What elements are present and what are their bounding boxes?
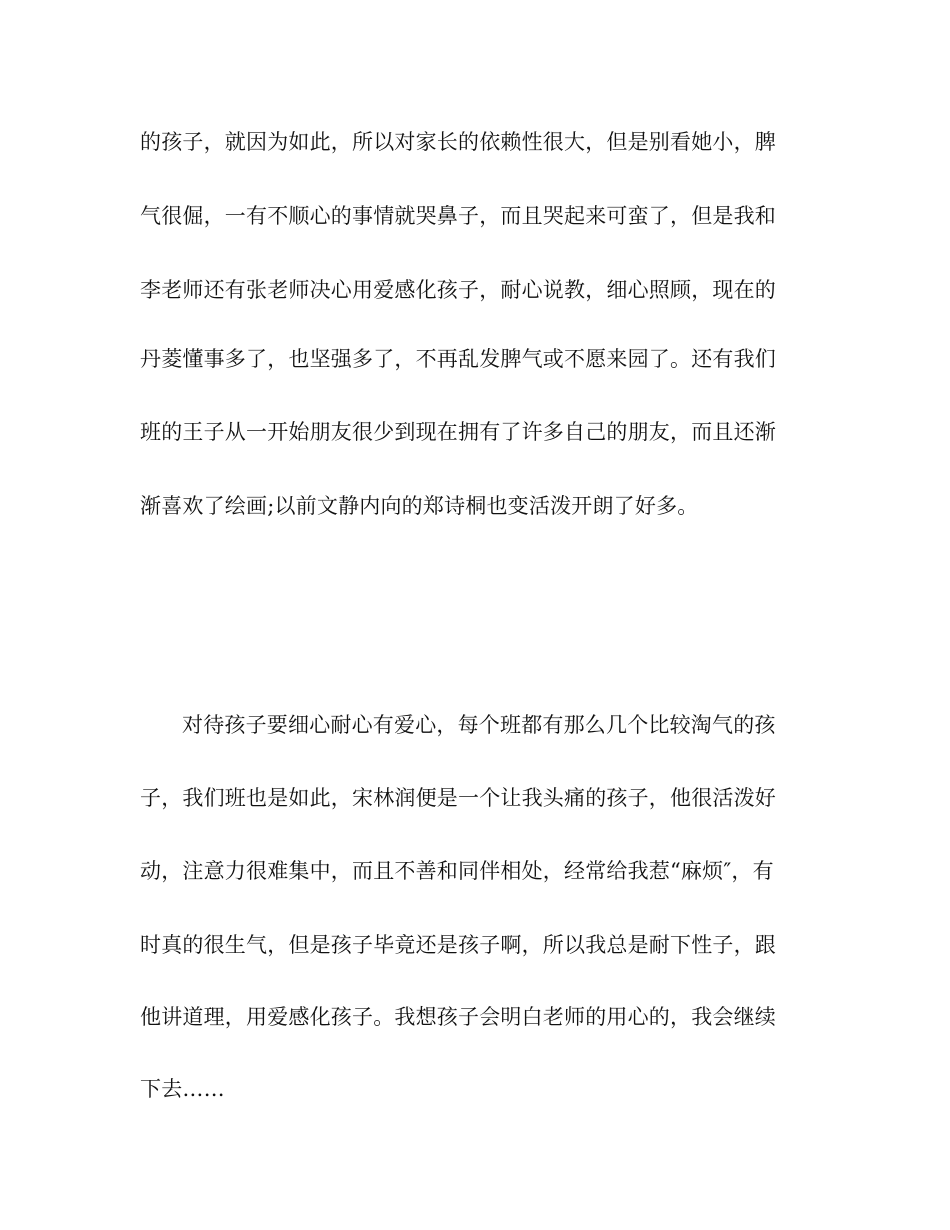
paragraph-1-line-4: 丹菱懂事多了，也坚强多了，不再乱发脾气或不愿来园了。还有我们 <box>140 347 776 371</box>
paragraph-1-line-5: 班的王子从一开始朋友很少到现在拥有了许多自己的朋友，而且还渐 <box>140 420 776 444</box>
paragraph-2-line-2: 子，我们班也是如此，宋林润便是一个让我头痛的孩子，他很活泼好 <box>140 786 776 810</box>
paragraph-2-line-5: 他讲道理，用爱感化孩子。我想孩子会明白老师的用心的，我会继续 <box>140 1005 776 1029</box>
paragraph-2-line-1: 对待孩子要细心耐心有爱心，每个班都有那么几个比较淘气的孩 <box>182 713 776 737</box>
paragraph-1-line-1: 的孩子，就因为如此，所以对家长的依赖性很大，但是别看她小，脾 <box>140 130 776 154</box>
paragraph-2-line-4: 时真的很生气，但是孩子毕竟还是孩子啊，所以我总是耐下性子，跟 <box>140 933 776 957</box>
paragraph-1-line-6: 渐喜欢了绘画;以前文静内向的郑诗桐也变活泼开朗了好多。 <box>140 494 699 518</box>
paragraph-1-line-2: 气很倔，一有不顺心的事情就哭鼻子，而且哭起来可蛮了，但是我和 <box>140 204 776 228</box>
paragraph-2-line-6: 下去…… <box>140 1077 225 1101</box>
paragraph-2-line-3: 动，注意力很难集中，而且不善和同伴相处，经常给我惹“麻烦″，有 <box>140 859 774 883</box>
paragraph-1-line-3: 李老师还有张老师决心用爱感化孩子，耐心说教，细心照顾，现在的 <box>140 278 776 302</box>
